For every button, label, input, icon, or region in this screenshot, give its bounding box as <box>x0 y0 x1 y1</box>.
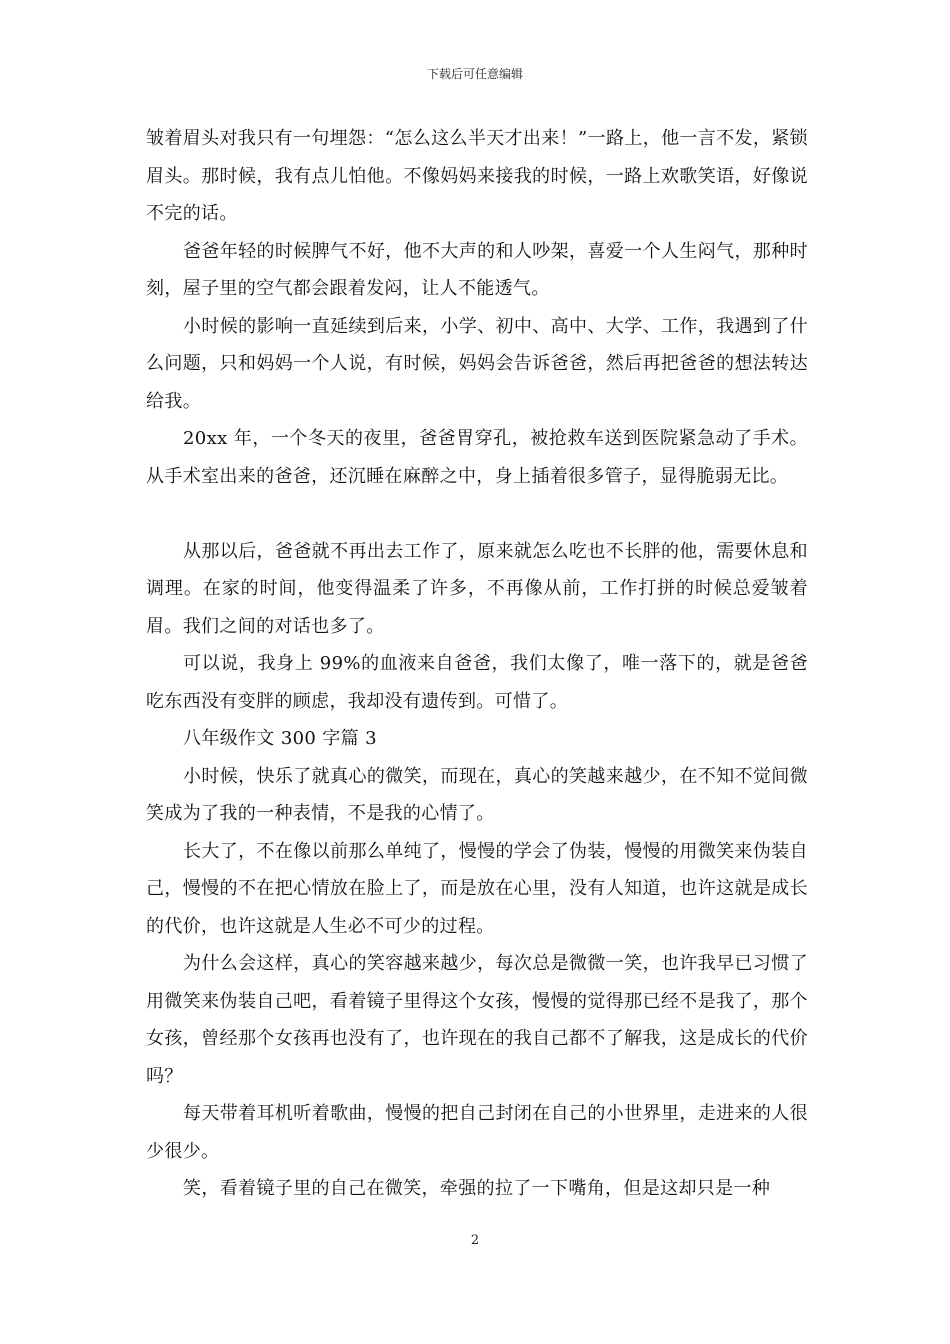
paragraph: 为什么会这样，真心的笑容越来越少，每次总是微微一笑，也许我早已习惯了用微笑来伪装自己吧，看着镜子里得这个女孩，慢慢的觉得那已经不是我了，那个女孩，曾经那个女孩再也没有了，也许现在的我自己都不了解我，这是成长的代价吗？ <box>146 953 808 1087</box>
paragraph: 从那以后，爸爸就不再出去工作了，原来就怎么吃也不长胖的他，需要休息和调理。在家的时间，他变得温柔了许多，不再像从前，工作打拼的时候总爱皱着眉。我们之间的对话也多了。 <box>146 540 808 637</box>
page-number: 2 <box>470 1233 480 1248</box>
paragraph: 小时候，快乐了就真心的微笑，而现在，真心的笑越来越少，在不知不觉间微笑成为了我的一种表情，不是我的心情了。 <box>146 765 808 824</box>
blank-line <box>146 495 808 533</box>
paragraph: 可以说，我身上 99%的血液来自爸爸，我们太像了，唯一落下的，就是爸爸吃东西没有变胖的顾虑，我却没有遗传到。可惜了。 <box>146 653 808 712</box>
section-heading: 八年级作文 300 字篇 3 <box>183 728 377 749</box>
paragraph: 小时候的影响一直延续到后来，小学、初中、高中、大学、工作，我遇到了什么问题，只和妈妈一个人说，有时候，妈妈会告诉爸爸，然后再把爸爸的想法转达给我。 <box>146 315 808 412</box>
paragraph: 20xx 年，一个冬天的夜里，爸爸胃穿孔，被抢救车送到医院紧急动了手术。从手术室出来的爸爸，还沉睡在麻醉之中，身上插着很多管子，显得脆弱无比。 <box>146 428 808 487</box>
paragraph: 笑，看着镜子里的自己在微笑，牵强的拉了一下嘴角，但是这却只是一种 <box>183 1178 771 1199</box>
paragraph: 每天带着耳机听着歌曲，慢慢的把自己封闭在自己的小世界里，走进来的人很少很少。 <box>146 1103 808 1162</box>
paragraph: 长大了，不在像以前那么单纯了，慢慢的学会了伪装，慢慢的用微笑来伪装自己，慢慢的不在把心情放在脸上了，而是放在心里，没有人知道，也许这就是成长的代价，也许这就是人生必不可少的过程。 <box>146 840 808 937</box>
paragraph: 爸爸年轻的时候脾气不好，他不大声的和人吵架，喜爱一个人生闷气，那种时刻，屋子里的空气都会跟着发闷，让人不能透气。 <box>146 240 808 299</box>
page-header: 下载后可任意编辑 <box>426 67 523 81</box>
document-body <box>146 120 808 1208</box>
paragraph-continued: 皱着眉头对我只有一句埋怨：“怎么这么半天才出来！”一路上，他一言不发，紧锁眉头。那时候，我有点儿怕他。不像妈妈来接我的时候，一路上欢歌笑语，好像说不完的话。 <box>146 128 808 224</box>
